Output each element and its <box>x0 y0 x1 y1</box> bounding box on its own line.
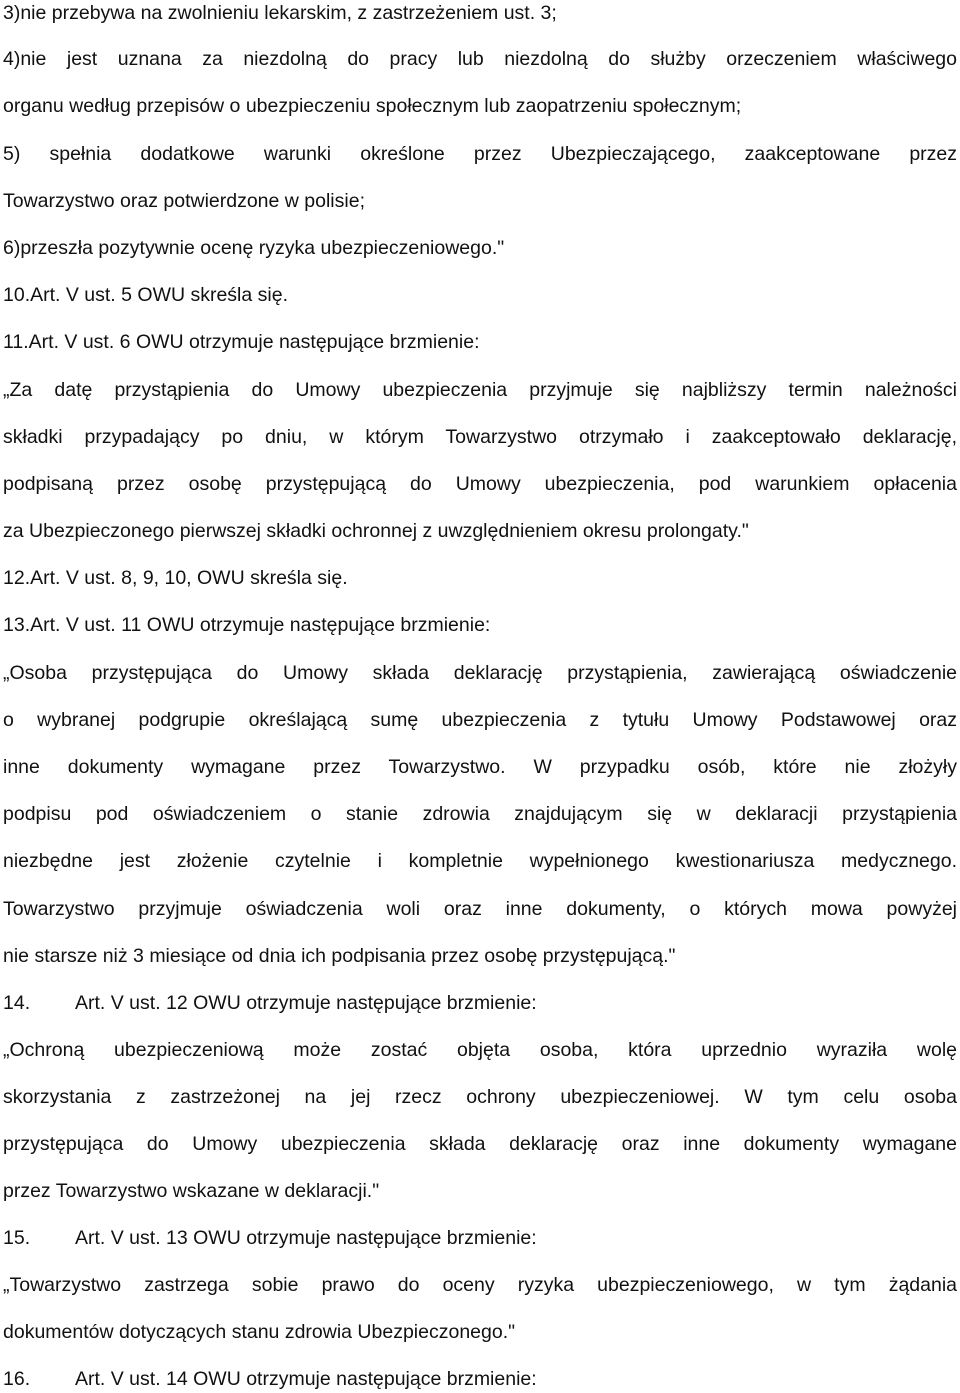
quoted-text-line: Towarzystwo przyjmuje oświadczenia woli oraz inne dokumenty, o których mowa powyżej <box>3 898 957 920</box>
article-heading: 10.Art. V ust. 5 OWU skreśla się. <box>3 284 288 306</box>
quoted-text-line: „Ochroną ubezpieczeniową może zostać objęta osoba, która uprzednio wyraziła wolę <box>3 1039 957 1061</box>
article-heading: 13.Art. V ust. 11 OWU otrzymuje następujące brzmienie: <box>3 614 491 636</box>
quoted-text-line: przez Towarzystwo wskazane w deklaracji." <box>3 1180 380 1202</box>
text-line: 4)nie jest uznana za niezdolną do pracy lub niezdolną do służby orzeczeniem właściwego <box>3 48 957 70</box>
article-heading-text: Art. V ust. 13 OWU otrzymuje następujące brzmienie: <box>75 1227 537 1249</box>
text-line: organu według przepisów o ubezpieczeniu społecznym lub zaopatrzeniu społecznym; <box>3 95 742 117</box>
item-number: 16. <box>3 1368 31 1390</box>
quoted-text-line: dokumentów dotyczących stanu zdrowia Ubezpieczonego." <box>3 1321 516 1343</box>
article-heading <box>3 990 957 1016</box>
item-number: 14. <box>3 992 31 1014</box>
article-heading: 12.Art. V ust. 8, 9, 10, OWU skreśla się. <box>3 567 348 589</box>
quoted-text-line: podpisu pod oświadczeniem o stanie zdrowia znajdującym się w deklaracji przystąpienia <box>3 803 957 825</box>
text-line: 6)przeszła pozytywnie ocenę ryzyka ubezpieczeniowego." <box>3 237 505 259</box>
quoted-text-line: inne dokumenty wymagane przez Towarzystwo. W przypadku osób, które nie złożyły <box>3 756 957 778</box>
article-heading-text: Art. V ust. 14 OWU otrzymuje następujące brzmienie: <box>75 1368 537 1390</box>
quoted-text-line: „Osoba przystępująca do Umowy składa deklarację przystąpienia, zawierającą oświadczenie <box>3 662 957 684</box>
text-line: Towarzystwo oraz potwierdzone w polisie; <box>3 190 365 212</box>
article-heading <box>3 1366 957 1392</box>
quoted-text-line: skorzystania z zastrzeżonej na jej rzecz ochrony ubezpieczeniowej. W tym celu osoba <box>3 1086 957 1108</box>
item-number: 15. <box>3 1227 31 1249</box>
quoted-text-line: niezbędne jest złożenie czytelnie i kompletnie wypełnionego kwestionariusza medycznego. <box>3 850 957 872</box>
quoted-text-line: za Ubezpieczonego pierwszej składki ochronnej z uwzględnieniem okresu prolongaty." <box>3 520 749 542</box>
quoted-text-line: „Za datę przystąpienia do Umowy ubezpieczenia przyjmuje się najbliższy termin należności <box>3 379 957 401</box>
quoted-text-line: nie starsze niż 3 miesiące od dnia ich podpisania przez osobę przystępującą." <box>3 945 676 967</box>
article-heading: 11.Art. V ust. 6 OWU otrzymuje następujące brzmienie: <box>3 331 480 353</box>
quoted-text-line: przystępująca do Umowy ubezpieczenia składa deklarację oraz inne dokumenty wymagane <box>3 1133 957 1155</box>
text-line: 5) spełnia dodatkowe warunki określone przez Ubezpieczającego, zaakceptowane przez <box>3 143 957 165</box>
quoted-text-line: składki przypadający po dniu, w którym Towarzystwo otrzymało i zaakceptowało deklarację, <box>3 426 957 448</box>
article-heading <box>3 1225 957 1251</box>
text-line: 3)nie przebywa na zwolnieniu lekarskim, z zastrzeżeniem ust. 3; <box>3 2 557 24</box>
article-heading-text: Art. V ust. 12 OWU otrzymuje następujące brzmienie: <box>75 992 537 1014</box>
quoted-text-line: o wybranej podgrupie określającą sumę ubezpieczenia z tytułu Umowy Podstawowej oraz <box>3 709 957 731</box>
quoted-text-line: „Towarzystwo zastrzega sobie prawo do oceny ryzyka ubezpieczeniowego, w tym żądania <box>3 1274 957 1296</box>
quoted-text-line: podpisaną przez osobę przystępującą do Umowy ubezpieczenia, pod warunkiem opłacenia <box>3 473 957 495</box>
